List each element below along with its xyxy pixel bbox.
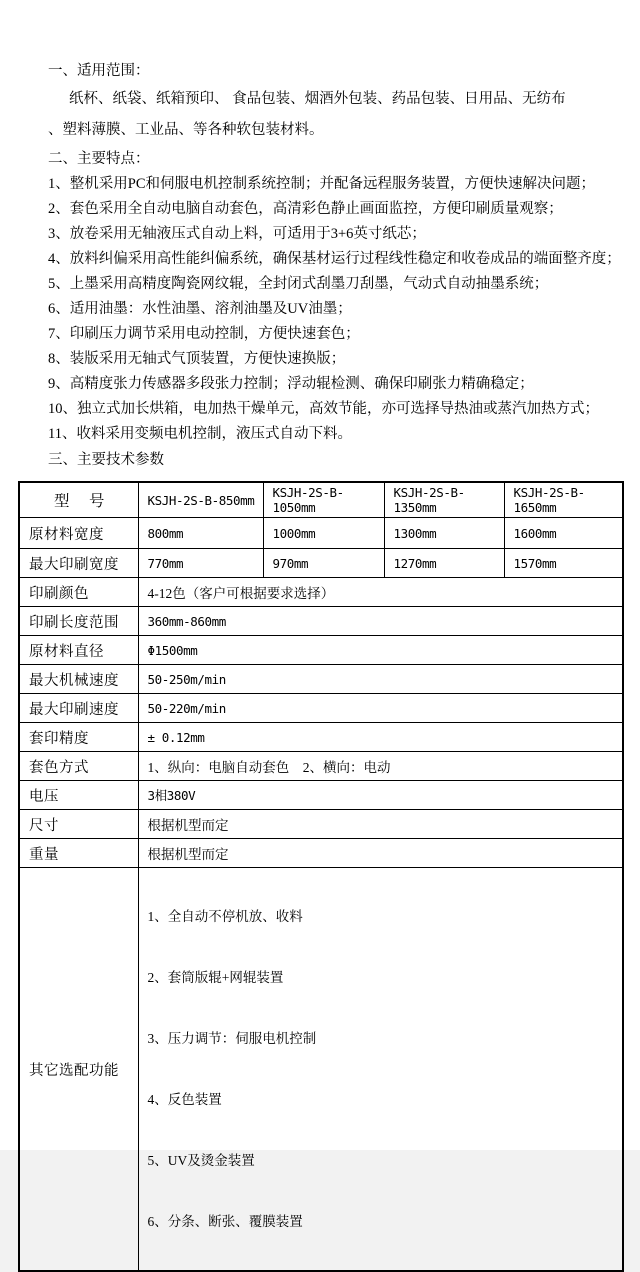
section3-heading: 三、主要技术参数: [48, 452, 164, 468]
option-item-1: 1、全自动不停机放、收料: [147, 909, 303, 924]
cell-value: 根据机型而定: [138, 810, 623, 839]
cell-value: 770mm: [138, 549, 263, 578]
model-name-1: KSJH-2S-B-850mm: [138, 482, 263, 518]
row-label: 印刷颜色: [19, 578, 138, 607]
cell-value: 1570mm: [504, 549, 623, 578]
section1-body-line2: 、塑料薄膜、工业品、等各种软包装材料。: [48, 122, 324, 138]
feature-item-9: 9、高精度张力传感器多段张力控制；浮动辊检测、确保印刷张力精确稳定；: [48, 376, 534, 392]
row-label: 原材料宽度: [19, 518, 138, 549]
feature-item-3: 3、放卷采用无轴液压式自动上料，可适用于3+6英寸纸芯；: [48, 226, 426, 242]
row-label: 重量: [19, 839, 138, 868]
model-name-3: KSJH-2S-B-1350mm: [384, 482, 504, 518]
feature-item-11: 11、收料采用变频电机控制，液压式自动下料。: [48, 426, 352, 442]
cell-value: 50-220m/min: [138, 694, 623, 723]
model-name-4: KSJH-2S-B-1650mm: [504, 482, 623, 518]
option-item-2: 2、套筒版辊+网辊装置: [147, 970, 284, 985]
table-row-print-length-range: [19, 607, 623, 636]
cell-value: 根据机型而定: [138, 839, 623, 868]
cell-value: 1、纵向：电脑自动套色 2、横向：电动: [138, 752, 623, 781]
cell-value: 1270mm: [384, 549, 504, 578]
option-item-6: 6、分条、断张、覆膜装置: [147, 1214, 303, 1229]
cell-value: 360mm-860mm: [138, 607, 623, 636]
option-item-4: 4、反色装置: [147, 1092, 222, 1107]
row-label: 最大印刷速度: [19, 694, 138, 723]
table-row-max-print-width: [19, 549, 623, 578]
feature-item-6: 6、适用油墨：水性油墨、溶剂油墨及UV油墨；: [48, 301, 352, 317]
model-name-2: KSJH-2S-B-1050mm: [263, 482, 384, 518]
option-item-3: 3、压力调节：伺服电机控制: [147, 1031, 317, 1046]
row-label: 电压: [19, 781, 138, 810]
cell-value: 800mm: [138, 518, 263, 549]
feature-item-7: 7、印刷压力调节采用电动控制，方便快速套色；: [48, 326, 360, 342]
model-header-label: 型 号: [19, 482, 138, 518]
cell-value: 50-250m/min: [138, 665, 623, 694]
table-row-register-accuracy: [19, 723, 623, 752]
table-row-weight: [19, 839, 623, 868]
row-label: 印刷长度范围: [19, 607, 138, 636]
table-row-material-diameter: [19, 636, 623, 665]
row-label: 套印精度: [19, 723, 138, 752]
table-row-max-print-speed: [19, 694, 623, 723]
row-label: 最大机械速度: [19, 665, 138, 694]
table-row-print-colors: [19, 578, 623, 607]
row-label: 套色方式: [19, 752, 138, 781]
row-label: 其它选配功能: [19, 868, 138, 1272]
section1-heading: 一、适用范围：: [48, 63, 150, 79]
options-cell: [138, 868, 623, 1272]
table-row-optional-functions: [19, 868, 623, 1272]
cell-value: 1000mm: [263, 518, 384, 549]
table-row-dimensions: [19, 810, 623, 839]
spec-table: [18, 481, 624, 1272]
cell-value: 4-12色（客户可根据要求选择）: [138, 578, 623, 607]
table-row-material-width: [19, 518, 623, 549]
feature-item-5: 5、上墨采用高精度陶瓷网纹辊，全封闭式刮墨刀刮墨，气动式自动抽墨系统；: [48, 276, 549, 292]
feature-item-8: 8、装版采用无轴式气顶装置，方便快速换版；: [48, 351, 346, 367]
row-label: 最大印刷宽度: [19, 549, 138, 578]
cell-value: Φ1500mm: [138, 636, 623, 665]
option-item-5: 5、UV及烫金装置: [147, 1153, 255, 1168]
section1-body-line1: 纸杯、纸袋、纸箱预印、 食品包装、烟酒外包装、药品包装、日用品、无纺布: [69, 91, 566, 107]
feature-item-4: 4、放料纠偏采用高性能纠偏系统，确保基材运行过程线性稳定和收卷成品的端面整齐度；: [48, 251, 621, 267]
row-label: 原材料直径: [19, 636, 138, 665]
table-row-model: [19, 482, 623, 518]
cell-value: 3相380V: [138, 781, 623, 810]
feature-item-2: 2、套色采用全自动电脑自动套色，高清彩色静止画面监控，方便印刷质量观察；: [48, 201, 563, 217]
cell-value: 1300mm: [384, 518, 504, 549]
cell-value: 1600mm: [504, 518, 623, 549]
feature-item-10: 10、独立式加长烘箱，电加热干燥单元，高效节能，亦可选择导热油或蒸汽加热方式；: [48, 401, 599, 417]
section2-heading: 二、主要特点：: [48, 151, 150, 167]
row-label: 尺寸: [19, 810, 138, 839]
cell-value: ± 0.12mm: [138, 723, 623, 752]
table-row-max-machine-speed: [19, 665, 623, 694]
cell-value: 970mm: [263, 549, 384, 578]
table-row-register-mode: [19, 752, 623, 781]
table-row-voltage: [19, 781, 623, 810]
feature-item-1: 1、整机采用PC和伺服电机控制系统控制；并配备远程服务装置，方便快速解决问题；: [48, 176, 595, 192]
